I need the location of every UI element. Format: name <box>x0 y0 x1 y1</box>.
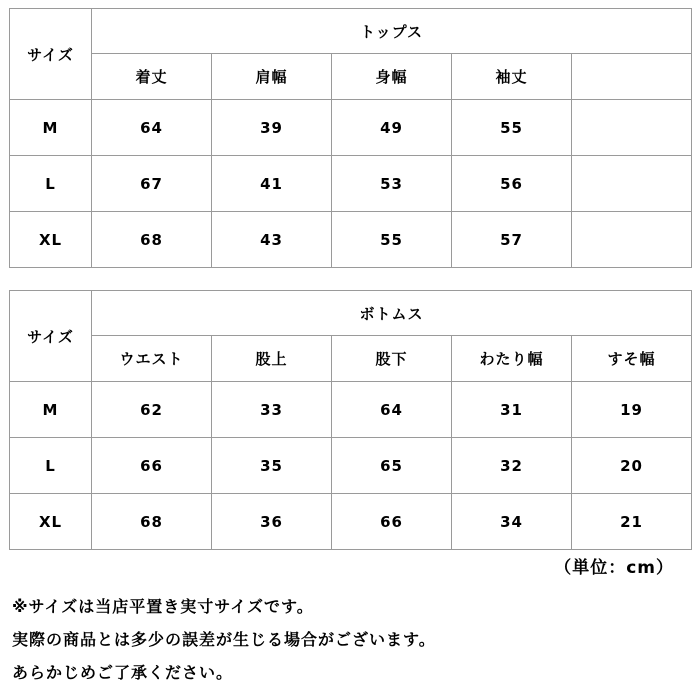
value-cell: 32 <box>452 438 572 494</box>
value-cell: 36 <box>212 494 332 550</box>
table-row <box>10 382 692 438</box>
column-header: 袖丈 <box>452 54 572 100</box>
size-cell: L <box>10 438 92 494</box>
value-cell: 68 <box>92 494 212 550</box>
value-cell: 66 <box>332 494 452 550</box>
value-cell: 65 <box>332 438 452 494</box>
size-header: サイズ <box>10 291 92 382</box>
column-header: 股下 <box>332 336 452 382</box>
note-line: ※サイズは当店平置き実寸サイズです。 <box>12 597 314 616</box>
value-cell: 35 <box>212 438 332 494</box>
value-cell: 64 <box>92 100 212 156</box>
column-header: すそ幅 <box>572 336 692 382</box>
value-cell: 41 <box>212 156 332 212</box>
column-header: ウエスト <box>92 336 212 382</box>
value-cell: 67 <box>92 156 212 212</box>
value-cell: 68 <box>92 212 212 268</box>
table-row <box>10 156 692 212</box>
value-cell <box>572 100 692 156</box>
column-header: 着丈 <box>92 54 212 100</box>
bottoms-size-table <box>9 290 692 550</box>
size-notes <box>12 590 692 689</box>
size-cell: M <box>10 100 92 156</box>
value-cell: 43 <box>212 212 332 268</box>
tops-title: トップス <box>92 9 692 54</box>
table-row <box>10 212 692 268</box>
bottoms-title: ボトムス <box>92 291 692 336</box>
value-cell: 33 <box>212 382 332 438</box>
value-cell <box>572 212 692 268</box>
value-cell: 19 <box>572 382 692 438</box>
value-cell: 31 <box>452 382 572 438</box>
size-cell: M <box>10 382 92 438</box>
value-cell: 34 <box>452 494 572 550</box>
table-row <box>10 494 692 550</box>
value-cell: 64 <box>332 382 452 438</box>
tops-size-table <box>9 8 692 268</box>
value-cell: 53 <box>332 156 452 212</box>
column-header: 股上 <box>212 336 332 382</box>
value-cell <box>572 156 692 212</box>
table-row <box>10 100 692 156</box>
table-row <box>10 438 692 494</box>
value-cell: 66 <box>92 438 212 494</box>
value-cell: 57 <box>452 212 572 268</box>
value-cell: 21 <box>572 494 692 550</box>
unit-note: （単位：cm） <box>554 558 674 578</box>
size-cell: L <box>10 156 92 212</box>
size-cell: XL <box>10 494 92 550</box>
value-cell: 49 <box>332 100 452 156</box>
size-cell: XL <box>10 212 92 268</box>
value-cell: 55 <box>452 100 572 156</box>
size-header: サイズ <box>10 9 92 100</box>
value-cell: 62 <box>92 382 212 438</box>
column-header: 肩幅 <box>212 54 332 100</box>
value-cell: 56 <box>452 156 572 212</box>
column-header: わたり幅 <box>452 336 572 382</box>
value-cell: 39 <box>212 100 332 156</box>
value-cell: 55 <box>332 212 452 268</box>
column-header: 身幅 <box>332 54 452 100</box>
note-line: 実際の商品とは多少の誤差が生じる場合がございます。 <box>12 630 436 649</box>
value-cell: 20 <box>572 438 692 494</box>
note-line: あらかじめご了承ください。 <box>12 663 234 682</box>
column-header <box>572 54 692 100</box>
